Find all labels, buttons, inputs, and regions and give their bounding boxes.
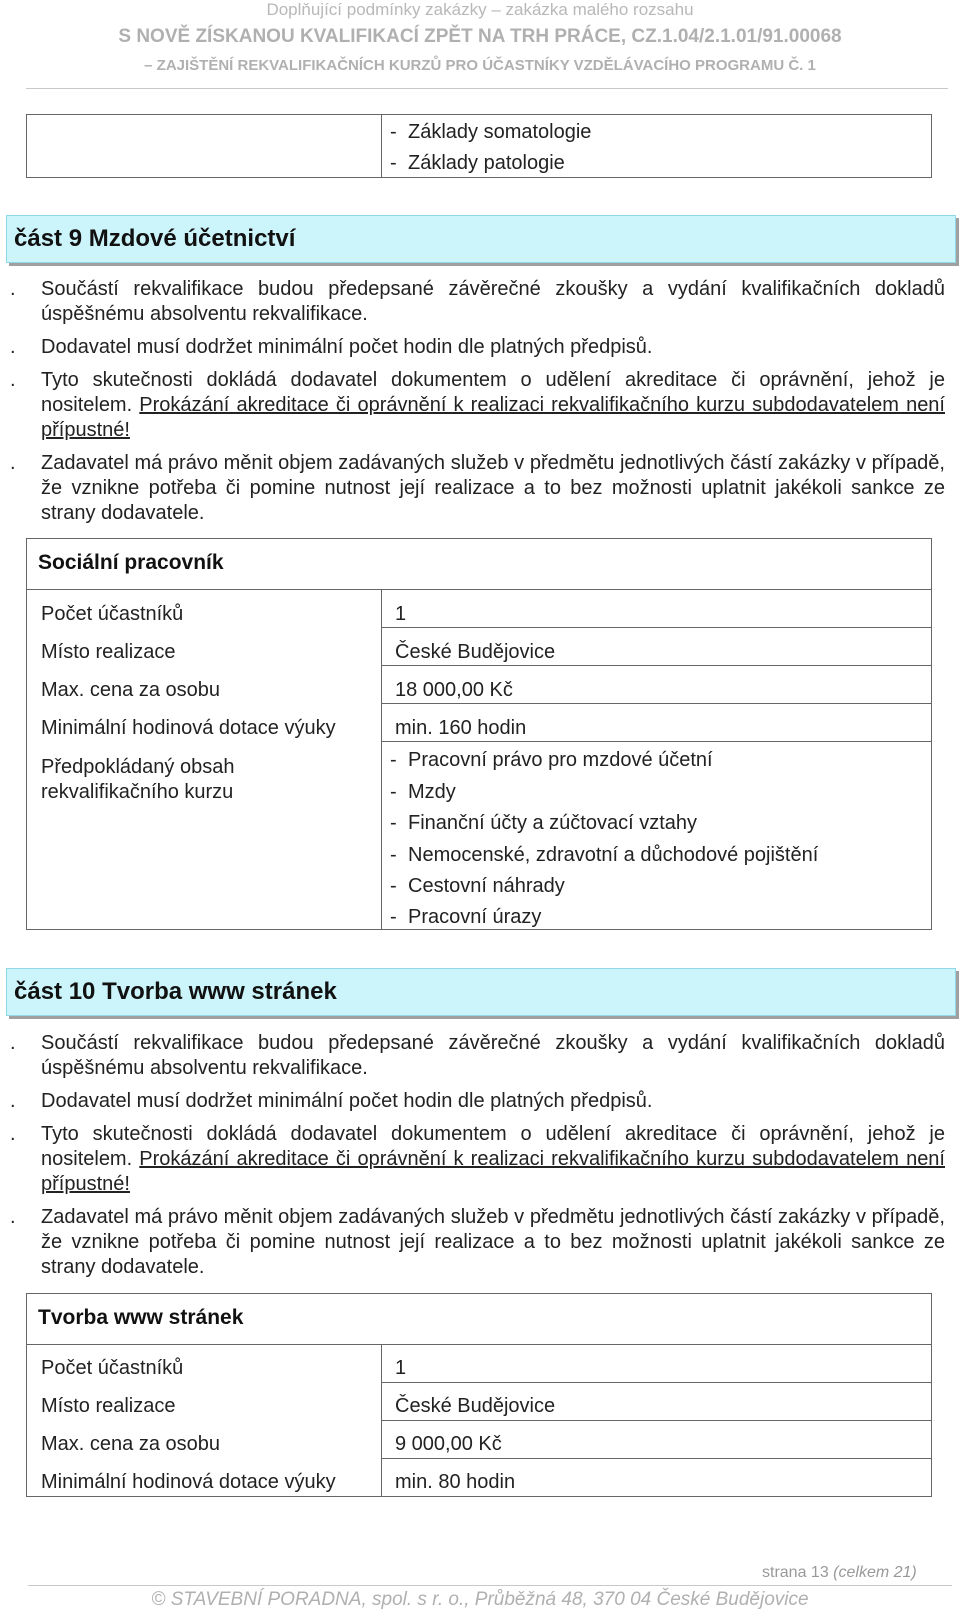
section-heading-part-9 (6, 215, 956, 263)
label-participants: Počet účastníků (41, 603, 184, 625)
paragraph: . Součástí rekvalifikace budou předepsané závěrečné zkoušky a vydání kvalifikačních dokladů úspěšnému absolventu rekvalifikace. (10, 278, 945, 325)
value-location: České Budějovice (395, 641, 556, 663)
footer-divider (28, 1585, 952, 1586)
value-price: 9 000,00 Kč (395, 1433, 502, 1455)
list-item: - Cestovní náhrady (390, 875, 565, 897)
paragraph: . Součástí rekvalifikace budou předepsané závěrečné zkoušky a vydání kvalifikačních dokladů úspěšnému absolventu rekvalifikace. (10, 1032, 945, 1079)
header-contract-title: – ZAJIŠTĚNÍ REKVALIFIKAČNÍCH KURZŮ PRO ÚČASTNÍKY VZDĚLÁVACÍHO PROGRAMU Č. 1 (144, 57, 816, 74)
label-location: Místo realizace (41, 641, 176, 663)
header-divider (26, 88, 948, 89)
list-item: - Finanční účty a zúčtovací vztahy (390, 812, 698, 834)
underlined-notice: Prokázání akreditace či oprávnění k realizaci rekvalifikačního kurzu subdodavatelem není přípustné! (41, 394, 945, 441)
page-number: strana 13 (celkem 21) (762, 1564, 917, 1581)
label-hours: Minimální hodinová dotace výuky (41, 717, 336, 739)
value-participants: 1 (395, 1357, 407, 1379)
list-item: - Základy patologie (390, 152, 565, 174)
course-title: Tvorba www stránek (38, 1306, 244, 1329)
course-table (26, 1293, 932, 1497)
label-hours: Minimální hodinová dotace výuky (41, 1471, 336, 1493)
section-heading-part-10 (6, 968, 956, 1016)
paragraph: . Tyto skutečnosti dokládá dodavatel dokumentem o udělení akreditace či oprávnění, jehož je nositelem. Prokázání akreditace či oprávnění k realizaci rekvalifikačního kurzu subdodavatelem není přípustné! (10, 1123, 945, 1195)
header-document-title: Doplňující podmínky zakázky – zakázka malého rozsahu (266, 0, 694, 19)
section-title: část 10 Tvorba www stránek (14, 978, 337, 1005)
paragraph: . Dodavatel musí dodržet minimální počet hodin dle platných předpisů. (10, 336, 653, 358)
section-title: část 9 Mzdové účetnictví (14, 225, 296, 252)
label-participants: Počet účastníků (41, 1357, 184, 1379)
list-item: - Základy somatologie (390, 121, 592, 143)
course-table (26, 538, 932, 930)
label-location: Místo realizace (41, 1395, 176, 1417)
underlined-notice: Prokázání akreditace či oprávnění k realizaci rekvalifikačního kurzu subdodavatelem není přípustné! (41, 1148, 945, 1195)
value-participants: 1 (395, 603, 407, 625)
value-location: České Budějovice (395, 1395, 556, 1417)
value-price: 18 000,00 Kč (395, 679, 513, 701)
list-item: - Mzdy (390, 781, 456, 803)
list-item: - Nemocenské, zdravotní a důchodové pojištění (390, 844, 819, 866)
list-item: - Pracovní právo pro mzdové účetní (390, 749, 713, 771)
label-content: Předpokládaný obsah rekvalifikačního kurzu (41, 756, 235, 803)
paragraph: . Zadavatel má právo měnit objem zadávaných služeb v předmětu jednotlivých částí zakázky v případě, že vznikne potřeba či pomine nutnost její realizace a to bez možnosti uplatnit jakékoli sankce ze strany dodavatele. (10, 452, 945, 524)
value-hours: min. 80 hodin (395, 1471, 516, 1493)
label-price: Max. cena za osobu (41, 679, 220, 701)
course-title: Sociální pracovník (38, 551, 224, 574)
header-project-title: S NOVĚ ZÍSKANOU KVALIFIKACÍ ZPĚT NA TRH PRÁCE, CZ.1.04/2.1.01/91.00068 (118, 26, 842, 47)
footer-company: © STAVEBNÍ PORADNA, spol. s r. o., Průběžná 48, 370 04 České Budějovice (151, 1589, 809, 1610)
list-item: - Pracovní úrazy (390, 906, 542, 928)
paragraph: . Tyto skutečnosti dokládá dodavatel dokumentem o udělení akreditace či oprávnění, jehož je nositelem. Prokázání akreditace či oprávnění k realizaci rekvalifikačního kurzu subdodavatelem není přípustné! (10, 369, 945, 441)
value-hours: min. 160 hodin (395, 717, 527, 739)
label-price: Max. cena za osobu (41, 1433, 220, 1455)
paragraph: . Dodavatel musí dodržet minimální počet hodin dle platných předpisů. (10, 1090, 653, 1112)
paragraph: . Zadavatel má právo měnit objem zadávaných služeb v předmětu jednotlivých částí zakázky v případě, že vznikne potřeba či pomine nutnost její realizace a to bez možnosti uplatnit jakékoli sankce ze strany dodavatele. (10, 1206, 945, 1278)
